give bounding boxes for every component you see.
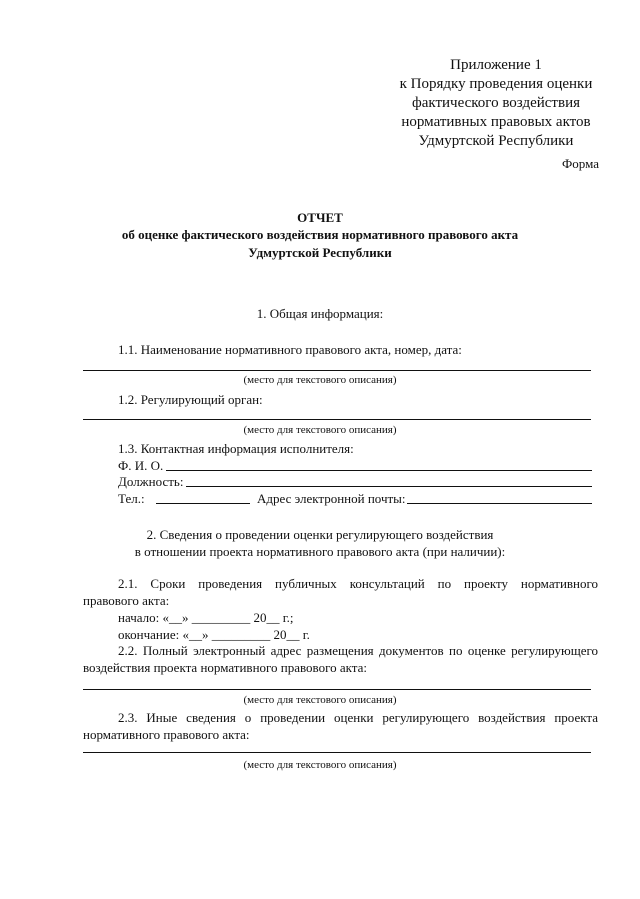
item-2-2-caption: (место для текстового описания) (243, 694, 397, 706)
appendix-line-3: фактического воздействия (411, 95, 580, 111)
item-2-3-caption: (место для текстового описания) (243, 759, 397, 771)
item-1-2-caption: (место для текстового описания) (243, 424, 397, 436)
consultation-start: начало: «__» _________ 20__ г.; (118, 610, 294, 625)
item-2-2-label: 2.2. Полный электронный адрес размещения документов по оценке регулирующего (118, 643, 598, 658)
item-1-2-fill-line (83, 419, 591, 420)
report-title: ОТЧЕТ (297, 210, 343, 225)
appendix-line-1: Приложение 1 (450, 57, 542, 73)
item-2-2-label-cont: воздействия проекта нормативного правового акта: (83, 660, 368, 675)
item-1-3-label: 1.3. Контактная информация исполнителя: (118, 441, 354, 456)
section-1-heading: 1. Общая информация: (256, 306, 384, 321)
section-2-heading-cont: в отношении проекта нормативного правового акта (при наличии): (134, 544, 506, 559)
item-2-3-fill-line (83, 752, 591, 753)
appendix-line-4: нормативных правовых актов (401, 114, 591, 130)
phone-fill-line (156, 503, 250, 504)
phone-label: Тел.: (118, 491, 145, 506)
report-subtitle-region: Удмуртской Республики (248, 245, 392, 260)
section-2-heading: 2. Сведения о проведении оценки регулирующего воздействия (146, 527, 494, 542)
item-1-1-label: 1.1. Наименование нормативного правового акта, номер, дата: (118, 342, 462, 357)
item-2-2-fill-line (83, 689, 591, 690)
item-2-3-label-cont: нормативного правового акта: (83, 727, 250, 742)
email-fill-line (407, 503, 592, 504)
report-subtitle: об оценке фактического воздействия нормативного правового акта (121, 227, 519, 242)
appendix-line-5: Удмуртской Республики (418, 133, 574, 149)
consultation-end: окончание: «__» _________ 20__ г. (118, 627, 310, 642)
appendix-line-2: к Порядку проведения оценки (399, 76, 593, 92)
position-fill-line (186, 486, 592, 487)
item-2-3-label: 2.3. Иные сведения о проведении оценки регулирующего воздействия проекта (118, 710, 598, 725)
appendix-block (388, 56, 604, 151)
fio-fill-line (166, 470, 592, 471)
item-2-1-label-cont: правового акта: (83, 593, 170, 608)
position-label: Должность: (118, 474, 184, 489)
item-1-1-fill-line (83, 370, 591, 371)
item-1-1-caption: (место для текстового описания) (243, 374, 397, 386)
form-label: Форма (562, 156, 599, 171)
email-label: Адрес электронной почты: (257, 491, 406, 506)
fio-label: Ф. И. О. (118, 458, 164, 473)
item-1-2-label: 1.2. Регулирующий орган: (118, 392, 263, 407)
item-2-1-label: 2.1. Сроки проведения публичных консультаций по проекту нормативного (118, 576, 598, 591)
